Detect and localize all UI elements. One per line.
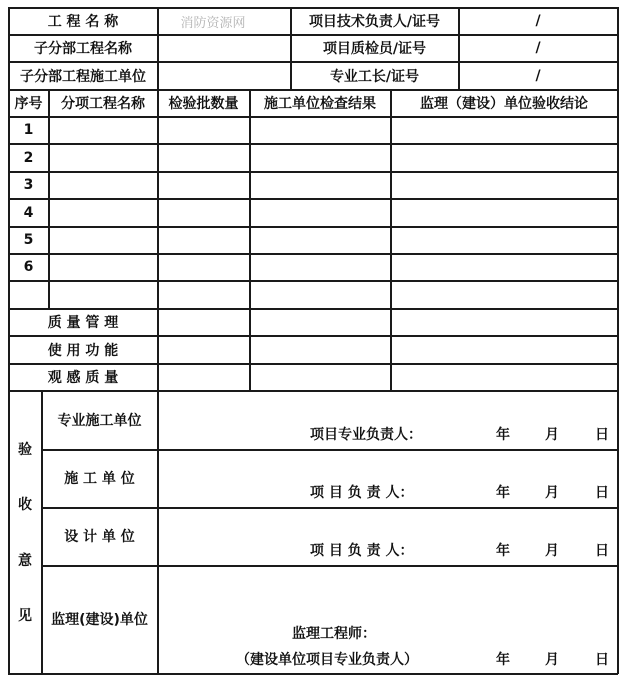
grid-line (8, 226, 618, 228)
watermark: 消防资源网 (180, 15, 246, 31)
column-header-check-result: 施工单位检查结果 (264, 96, 376, 112)
row-number: 3 (23, 177, 34, 193)
date-day: 日 (595, 652, 609, 668)
acceptance-char: 意 (18, 552, 32, 569)
summary-appearance: 观 感 质 量 (47, 370, 119, 386)
acceptance-char: 收 (18, 497, 32, 514)
column-header-conclusion: 监理（建设）单位验收结论 (420, 96, 588, 112)
grid-line (41, 565, 618, 567)
qc-value: / (535, 40, 541, 56)
unit-contractor: 施 工 单 位 (64, 471, 135, 487)
grid-line (249, 89, 251, 390)
grid-line (8, 143, 618, 145)
date-day: 日 (595, 485, 609, 501)
row-number: 2 (23, 149, 34, 166)
summary-quality-management: 质 量 管 理 (47, 315, 119, 331)
grid-line (8, 198, 618, 200)
grid-line (8, 171, 618, 173)
date-year: 年 (496, 427, 510, 443)
date-day: 日 (595, 543, 609, 559)
signer-label: （建设单位项目专业负责人） (236, 652, 418, 668)
tech-lead-value: / (535, 13, 541, 29)
unit-supervision: 监理(建设)单位 (51, 612, 148, 628)
date-month: 月 (545, 652, 559, 668)
date-year: 年 (496, 485, 510, 501)
column-header-seq: 序号 (14, 96, 43, 112)
row-number: 1 (23, 122, 34, 138)
column-header-batch-count: 检验批数量 (168, 96, 239, 112)
signer-label: 项 目 负 责 人： (310, 485, 414, 501)
date-month: 月 (545, 485, 559, 501)
row-number: 6 (23, 259, 34, 275)
qc-label: 项目质检员/证号 (322, 41, 427, 57)
grid-line (8, 673, 618, 675)
grid-line (390, 89, 392, 390)
grid-line (617, 7, 619, 674)
acceptance-label (9, 391, 41, 673)
grid-line (8, 390, 618, 392)
date-year: 年 (496, 543, 510, 559)
acceptance-char: 验 (18, 441, 32, 458)
summary-function: 使 用 功 能 (47, 342, 119, 359)
foreman-label: 专业工长/证号 (329, 68, 420, 85)
acceptance-char: 见 (18, 608, 32, 625)
tech-lead-label: 项目技术负责人/证号 (308, 14, 441, 30)
grid-line (8, 253, 618, 255)
unit-professional-contractor: 专业施工单位 (57, 413, 142, 429)
grid-line (157, 7, 159, 390)
grid-line (41, 507, 618, 509)
signer-label: 项目专业负责人： (310, 427, 422, 443)
unit-design: 设 计 单 位 (64, 529, 135, 545)
contractor-label: 子分部工程施工单位 (20, 68, 146, 85)
row-number (9, 281, 48, 308)
grid-line (157, 390, 159, 674)
grid-line (41, 449, 618, 451)
date-month: 月 (545, 427, 559, 443)
foreman-value: / (535, 67, 541, 84)
date-month: 月 (545, 543, 559, 559)
grid-line (8, 280, 618, 282)
row-number: 5 (23, 232, 34, 248)
sub-project-label: 子分部工程名称 (34, 41, 132, 57)
signer-label: 项 目 负 责 人： (310, 543, 414, 559)
column-header-item-name: 分项工程名称 (61, 96, 145, 112)
project-name-label: 工 程 名 称 (47, 14, 119, 30)
grid-line (48, 89, 50, 308)
row-number: 4 (23, 204, 34, 221)
date-year: 年 (496, 652, 510, 668)
grid-line (8, 116, 618, 118)
supervising-engineer-label: 监理工程师： (292, 626, 376, 642)
date-day: 日 (595, 427, 609, 443)
